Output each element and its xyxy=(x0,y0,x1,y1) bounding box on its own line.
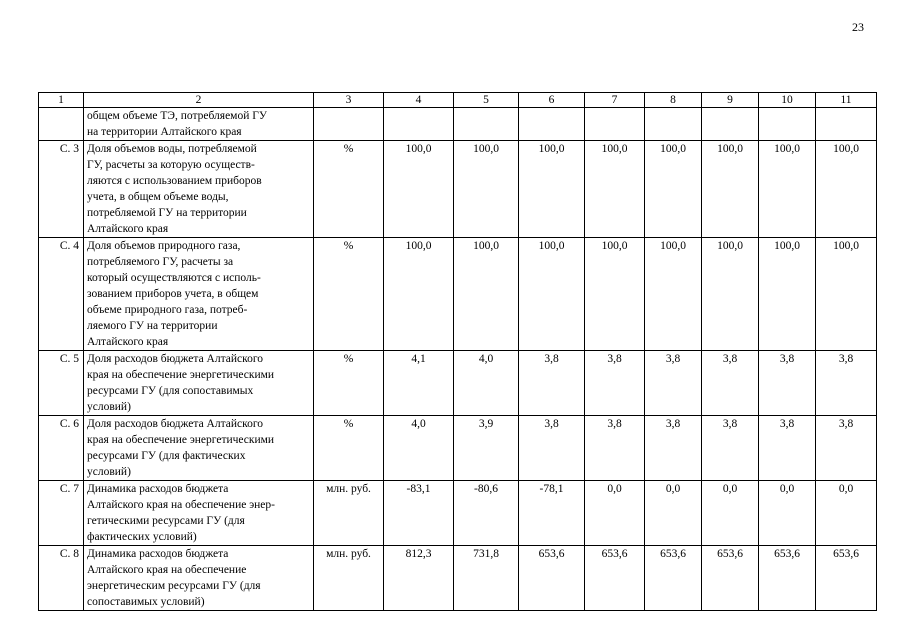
header-cell: 2 xyxy=(84,93,314,108)
value-cell: 3,8 xyxy=(759,416,816,481)
value-cell: 653,6 xyxy=(816,546,877,611)
row-unit: млн. руб. xyxy=(314,481,384,546)
header-cell: 3 xyxy=(314,93,384,108)
value-cell xyxy=(585,108,645,141)
row-name-line: на территории Алтайского края xyxy=(87,126,242,138)
value-cell: 100,0 xyxy=(585,141,645,238)
value-cell: 4,0 xyxy=(384,416,454,481)
row-code: С. 4 xyxy=(39,238,84,351)
row-name-line: ресурсами ГУ (для сопоставимых xyxy=(87,385,254,397)
row-name-line: энергетическим ресурсами ГУ (для xyxy=(87,580,261,592)
value-cell: 0,0 xyxy=(585,481,645,546)
value-cell: 3,8 xyxy=(519,416,585,481)
value-cell: 3,8 xyxy=(585,416,645,481)
row-name-line: фактических условий) xyxy=(87,531,197,543)
row-name xyxy=(84,351,314,416)
table-row xyxy=(39,108,877,141)
value-cell: 653,6 xyxy=(585,546,645,611)
row-name-line: ляемого ГУ на территории xyxy=(87,320,218,332)
value-cell: 3,8 xyxy=(585,351,645,416)
value-cell: 0,0 xyxy=(645,481,702,546)
row-name-line: ляются с использованием приборов xyxy=(87,175,262,187)
row-unit: % xyxy=(314,351,384,416)
value-cell: 0,0 xyxy=(816,481,877,546)
value-cell: 100,0 xyxy=(384,141,454,238)
row-name-line: Динамика расходов бюджета xyxy=(87,483,229,495)
header-cell: 10 xyxy=(759,93,816,108)
header-cell: 8 xyxy=(645,93,702,108)
value-cell xyxy=(454,108,519,141)
row-name-line: учета, в общем объеме воды, xyxy=(87,191,229,203)
row-name-line: потребляемого ГУ, расчеты за xyxy=(87,256,234,268)
row-name-line: гетическими ресурсами ГУ (для xyxy=(87,515,245,527)
row-name xyxy=(84,238,314,351)
table-row xyxy=(39,141,877,238)
value-cell: 3,8 xyxy=(816,351,877,416)
row-name-line: который осуществляются с исполь- xyxy=(87,272,261,284)
row-name-line: Динамика расходов бюджета xyxy=(87,548,229,560)
header-cell: 9 xyxy=(702,93,759,108)
value-cell: 100,0 xyxy=(816,238,877,351)
value-cell: 100,0 xyxy=(585,238,645,351)
value-cell: 3,8 xyxy=(702,351,759,416)
header-cell: 1 xyxy=(39,93,84,108)
row-name-line: объеме природного газа, потреб- xyxy=(87,304,248,316)
row-code: С. 6 xyxy=(39,416,84,481)
value-cell xyxy=(645,108,702,141)
row-name-line: Доля объемов природного газа, xyxy=(87,240,241,252)
value-cell: 100,0 xyxy=(816,141,877,238)
value-cell: 3,8 xyxy=(759,351,816,416)
header-row xyxy=(39,93,877,108)
value-cell: 100,0 xyxy=(384,238,454,351)
row-unit: % xyxy=(314,238,384,351)
row-name-line: условий) xyxy=(87,466,131,478)
row-name xyxy=(84,416,314,481)
value-cell xyxy=(384,108,454,141)
row-code: С. 3 xyxy=(39,141,84,238)
row-code xyxy=(39,108,84,141)
row-unit: % xyxy=(314,141,384,238)
table-row xyxy=(39,351,877,416)
value-cell: 3,8 xyxy=(702,416,759,481)
value-cell: 731,8 xyxy=(454,546,519,611)
row-name-line: общем объеме ТЭ, потребляемой ГУ xyxy=(87,110,268,122)
value-cell: 0,0 xyxy=(759,481,816,546)
value-cell: 100,0 xyxy=(645,141,702,238)
value-cell: 653,6 xyxy=(759,546,816,611)
header-cell: 11 xyxy=(816,93,877,108)
table-row xyxy=(39,546,877,611)
row-unit: % xyxy=(314,416,384,481)
row-name-line: Доля расходов бюджета Алтайского xyxy=(87,418,264,430)
row-name-line: края на обеспечение энергетическими xyxy=(87,434,275,446)
value-cell: 100,0 xyxy=(702,141,759,238)
row-name-line: Алтайского края на обеспечение xyxy=(87,564,247,576)
row-name-line: Алтайского края xyxy=(87,223,169,235)
row-name xyxy=(84,141,314,238)
row-name-line: Доля объемов воды, потребляемой xyxy=(87,143,257,155)
header-cell: 6 xyxy=(519,93,585,108)
value-cell: -83,1 xyxy=(384,481,454,546)
value-cell: 3,8 xyxy=(519,351,585,416)
value-cell: 812,3 xyxy=(384,546,454,611)
row-name xyxy=(84,546,314,611)
value-cell: 3,8 xyxy=(816,416,877,481)
value-cell: 653,6 xyxy=(519,546,585,611)
table-row xyxy=(39,238,877,351)
header-cell: 5 xyxy=(454,93,519,108)
header-cell: 4 xyxy=(384,93,454,108)
row-name-line: Алтайского края на обеспечение энер- xyxy=(87,499,275,511)
value-cell: 0,0 xyxy=(702,481,759,546)
row-name-line: потребляемой ГУ на территории xyxy=(87,207,247,219)
value-cell: 3,8 xyxy=(645,416,702,481)
value-cell: 3,8 xyxy=(645,351,702,416)
row-name-line: сопоставимых условий) xyxy=(87,596,205,608)
value-cell: 3,9 xyxy=(454,416,519,481)
row-name-line: Доля расходов бюджета Алтайского xyxy=(87,353,264,365)
row-name-line: Алтайского края xyxy=(87,336,169,348)
value-cell: 100,0 xyxy=(645,238,702,351)
value-cell: 100,0 xyxy=(702,238,759,351)
row-code: С. 5 xyxy=(39,351,84,416)
value-cell xyxy=(759,108,816,141)
value-cell: 100,0 xyxy=(759,141,816,238)
table-row xyxy=(39,416,877,481)
row-unit: млн. руб. xyxy=(314,546,384,611)
value-cell xyxy=(702,108,759,141)
value-cell: 4,0 xyxy=(454,351,519,416)
row-code: С. 8 xyxy=(39,546,84,611)
row-name-line: зованием приборов учета, в общем xyxy=(87,288,259,300)
table-row xyxy=(39,481,877,546)
row-code: С. 7 xyxy=(39,481,84,546)
value-cell: 653,6 xyxy=(645,546,702,611)
value-cell xyxy=(519,108,585,141)
row-unit xyxy=(314,108,384,141)
indicator-table xyxy=(38,92,877,611)
page-number: 23 xyxy=(852,20,864,34)
row-name xyxy=(84,108,314,141)
value-cell xyxy=(816,108,877,141)
value-cell: 100,0 xyxy=(519,238,585,351)
row-name-line: ресурсами ГУ (для фактических xyxy=(87,450,246,462)
value-cell: 4,1 xyxy=(384,351,454,416)
row-name-line: ГУ, расчеты за которую осуществ- xyxy=(87,159,255,171)
value-cell: 653,6 xyxy=(702,546,759,611)
value-cell: 100,0 xyxy=(454,238,519,351)
value-cell: 100,0 xyxy=(454,141,519,238)
value-cell: -80,6 xyxy=(454,481,519,546)
row-name-line: условий) xyxy=(87,401,131,413)
header-cell: 7 xyxy=(585,93,645,108)
value-cell: -78,1 xyxy=(519,481,585,546)
value-cell: 100,0 xyxy=(519,141,585,238)
row-name-line: края на обеспечение энергетическими xyxy=(87,369,275,381)
value-cell: 100,0 xyxy=(759,238,816,351)
row-name xyxy=(84,481,314,546)
